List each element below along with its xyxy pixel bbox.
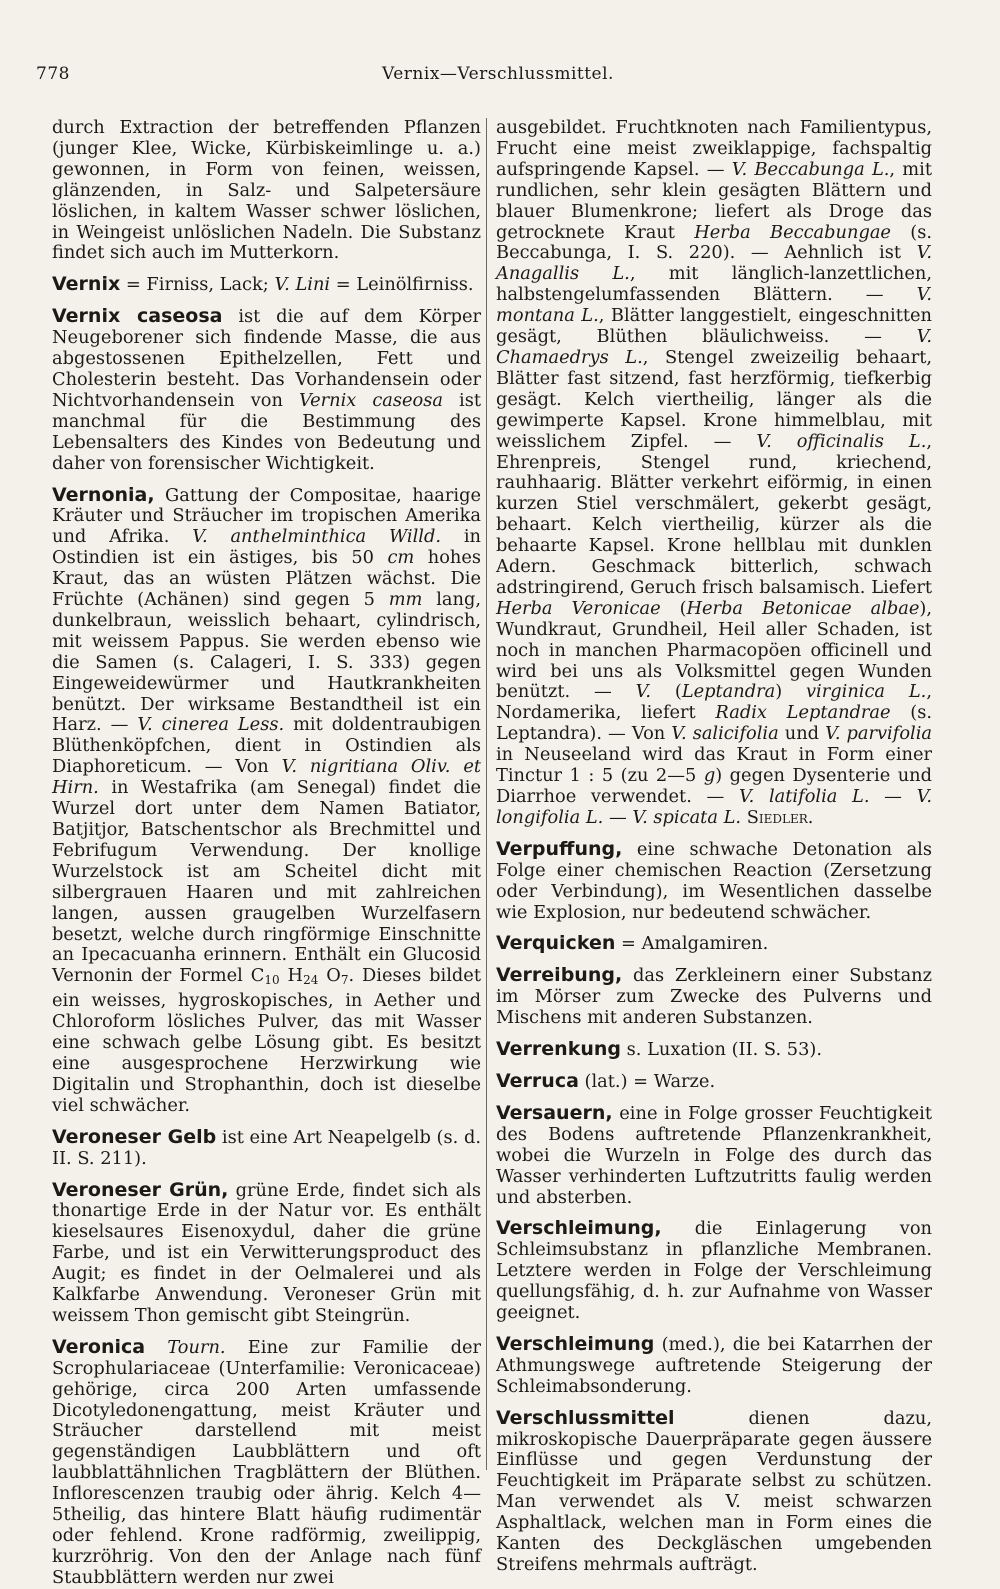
italic-text: Herba Betonicae albae bbox=[686, 597, 920, 619]
entry-headword: Veronica bbox=[52, 1335, 146, 1358]
italic-text: V. officinalis L. bbox=[756, 430, 927, 452]
entry-text: O bbox=[318, 965, 341, 987]
entry-text: ( bbox=[651, 681, 682, 703]
entry-text: (lat.) = Warze. bbox=[578, 1070, 716, 1092]
entry-headword: Verquicken bbox=[496, 932, 616, 955]
entry-text: . Dieses bildet ein weisses, hygroskopisches, in Aether und Chloroform lösliches Pulver, das mit Wasser eine schwach gelbe Lösung gibt. Es besitzt eine ausgesprochene Herzwirkung wie Digitalin und Strophanthin, doch ist dieselbe viel schwächer. bbox=[52, 965, 481, 1116]
subscript: 7 bbox=[340, 973, 349, 988]
entry-text: durch Extraction der betreffenden Pflanzen (junger Klee, Wicke, Kürbiskeimlinge u. a.) gewonnen, in Form von feinen, weissen, glänzenden, in Salz- und Salpetersäure löslichen, in kaltem Wasser schwer löslichen, in Weingeist unlöslichen Nadeln. Die Substanz findet sich auch im Mutterkorn. bbox=[52, 117, 481, 264]
entry-text: (s. Leptandra). — Von bbox=[496, 702, 932, 745]
entry-text: , Stengel zweizeilig behaart, Blätter fast sitzend, fast herzförmig, tiefkerbig gesägt. Kelch viertheilig, länger als die gewimperte Kapsel. Krone himmelblau, mit weisslichem Zipfel. — bbox=[496, 346, 932, 452]
entry-headword: Verschleimung, bbox=[496, 1217, 662, 1240]
page-number: 778 bbox=[36, 64, 70, 84]
entry-text: — bbox=[603, 806, 633, 828]
italic-text: Leptandra bbox=[681, 681, 776, 703]
italic-text: V. montana L. bbox=[496, 284, 932, 327]
dictionary-entry bbox=[496, 933, 932, 955]
dictionary-entry bbox=[496, 1408, 932, 1576]
entry-headword: Vernonia, bbox=[52, 483, 155, 506]
entry-text: grüne Erde, findet sich als thonartige Erde in der Natur vor. Es enthält kieselsaures Eisenoxydul, daher die grüne Farbe, und ist ein Verwitterungsproduct des Augit; es findet in der Oelmalerei und als Kalkfarbe Anwendung. Veroneser Grün mit weissem Thon gemischt gibt Steingrün. bbox=[52, 1179, 481, 1326]
entry-text: = Amalgamiren. bbox=[615, 933, 769, 955]
entry-text: dienen dazu, mikroskopische Dauerpräparate gegen äussere Einflüsse und gegen Verdunstung der Feuchtigkeit im Präparate selbst zu schützen. Man verwendet als V. meist schwarzen Asphaltlack, welchen man in Form eines die Kanten des Deckgläschen umgebenden Streifens mehrmals aufträgt. bbox=[496, 1407, 932, 1575]
dictionary-entry bbox=[52, 1337, 481, 1589]
dictionary-entry bbox=[496, 965, 932, 1029]
entry-text: — bbox=[869, 786, 917, 807]
entry-text: lang, dunkelbraun, weisslich behaart, cylindrisch, mit weissem Pappus. Sie werden ebenso wie die Samen (s. Calageri, I. S. 333) gegen Eingeweidewürmer und Hautkrankheiten benützt. Der wirksame Bestandtheil ist ein Harz. — bbox=[52, 589, 481, 736]
entry-text: ) gegen Dysenterie und Diarrhoe verwendet. — bbox=[496, 765, 932, 807]
entry-text: = Firniss, Lack; bbox=[120, 274, 275, 296]
entry-text: mit doldentraubigen Blüthenköpfchen, dient in Ostindien als Diaphoreticum. — Von bbox=[52, 714, 481, 778]
entry-text: , Nordamerika, liefert bbox=[496, 681, 932, 724]
dictionary-entry bbox=[496, 118, 932, 829]
entry-headword: Verschlussmittel bbox=[496, 1406, 675, 1429]
entry-text: H bbox=[279, 965, 304, 987]
dictionary-entry bbox=[52, 118, 481, 264]
entry-text: ausgebildet. Fruchtknoten nach Familientypus, Frucht eine meist zweiklappige, fachspaltig aufspringende Kapsel. — bbox=[496, 117, 932, 180]
italic-text: Herba Beccabungae bbox=[694, 221, 891, 243]
entry-headword: Verpuffung, bbox=[496, 837, 623, 860]
entry-text: die Einlagerung von Schleimsubstanz in pflanzliche Membranen. Letztere werden in Folge der Verschleimung quellungsfähig, d. h. zur Aufnahme von Wasser geeignet. bbox=[496, 1218, 932, 1324]
entry-headword: Verschleimung bbox=[496, 1332, 655, 1355]
entry-headword: Veroneser Grün, bbox=[52, 1178, 229, 1201]
entry-text: = Leinölfirniss. bbox=[330, 274, 474, 296]
italic-text: Herba Veronicae bbox=[496, 597, 661, 619]
entry-text: ist eine Art Neapelgelb (s. d. II. S. 211). bbox=[52, 1126, 481, 1169]
entry-text: ist manchmal für die Bestimmung des Lebensalters des Kindes von Bedeutung und daher von forensischer Wichtigkeit. bbox=[52, 389, 481, 474]
entry-headword: Versauern, bbox=[496, 1101, 613, 1124]
italic-text: cm bbox=[387, 547, 415, 569]
italic-text: Tourn. bbox=[167, 1336, 226, 1358]
entry-headword: Verrenkung bbox=[496, 1038, 621, 1061]
italic-text: virginica L. bbox=[806, 681, 927, 703]
subscript: 24 bbox=[303, 973, 319, 988]
dictionary-entry bbox=[496, 1071, 932, 1093]
entry-text: ) bbox=[775, 681, 807, 703]
italic-text: V. Anagallis L. bbox=[496, 242, 932, 285]
entry-text: eine schwache Detonation als Folge einer chemischen Reaction (Zersetzung oder Verbindung), im Wesentlichen dasselbe wie Explosion, nur bedeutend schwächer. bbox=[496, 838, 932, 923]
italic-text: V. spicata L. bbox=[632, 806, 742, 828]
entry-text: (med.), die bei Katarrhen der Athmungswege auftretende Steigerung der Schleimabsonderung. bbox=[496, 1333, 932, 1397]
dictionary-entry bbox=[52, 485, 481, 1117]
entry-text: ), Wundkraut, Grundheil, Heil aller Schaden, ist noch in manchen Pharmacopöen officinell und wird bei uns als Volksmittel gegen Wunden benützt. — bbox=[496, 597, 932, 703]
italic-text: mm bbox=[388, 589, 423, 611]
italic-text: V. Lini bbox=[274, 274, 331, 296]
dictionary-entry bbox=[52, 1180, 481, 1327]
entry-text: und bbox=[778, 723, 826, 745]
italic-text: V. salicifolia bbox=[671, 723, 779, 745]
entry-headword: Verruca bbox=[496, 1069, 579, 1092]
dictionary-entry bbox=[496, 1103, 932, 1209]
entry-text: hohes Kraut, das an wüsten Plätzen wächst. Die Früchte (Achänen) sind gegen 5 bbox=[52, 547, 481, 611]
entry-text: in Neuseeland wird das Kraut in Form einer Tinctur 1 : 5 (zu 2—5 bbox=[496, 744, 932, 787]
entry-text: in Ostindien ist ein ästiges, bis 50 bbox=[52, 526, 481, 569]
entry-text: Gattung der Compositae, haarige Kräuter und Sträucher im tropischen Amerika und Afrika. bbox=[52, 484, 481, 548]
entry-text: das Zerkleinern einer Substanz im Mörser zum Zwecke des Pulverns und Mischens mit anderen Substanzen. bbox=[496, 965, 932, 1029]
dictionary-entry bbox=[496, 1218, 932, 1324]
left-column bbox=[52, 117, 481, 1588]
italic-text: V. parvifolia bbox=[825, 723, 932, 745]
entry-text: Eine zur Familie der Scrophulariaceae (Unterfamilie: Veronicaceae) gehörige, circa 200 Arten umfassende Dicotyledonengattung, meist Kräuter und Sträucher darstellend mit meist gegenständigen Laubblättern und oft laubblattähnlichen Tragblättern der Blüthen. Inflorescenzen traubig oder ährig. Kelch 4—5theilig, das hintere Blatt häufig rudimentär oder fehlend. Krone radförmig, zweilippig, kurzröhrig. Von den der Anlage nach fünf Staubblättern werden nur zwei bbox=[52, 1336, 481, 1588]
entry-text: , mit rundlichen, sehr klein gesägten Blättern und blauer Blumenkrone; liefert als Droge das getrocknete Kraut bbox=[496, 158, 932, 243]
column-divider bbox=[486, 118, 487, 1470]
italic-text: V. longifolia L. bbox=[496, 786, 932, 828]
entry-text: ( bbox=[660, 597, 687, 619]
italic-text: V. nigritiana Oliv. et Hirn. bbox=[52, 756, 481, 799]
dictionary-entry bbox=[496, 1334, 932, 1398]
entry-text bbox=[145, 1337, 167, 1358]
entry-text: eine in Folge grosser Feuchtigkeit des Bodens auftretende Pflanzenkrankheit, wobei die Wurzeln in Folge des durch das Wasser verhinderten Luftzutritts faulig werden und absterben. bbox=[496, 1102, 932, 1208]
subscript: 10 bbox=[264, 973, 280, 988]
dictionary-entry bbox=[52, 1127, 481, 1170]
entry-text: , Blätter langgestielt, eingeschnitten gesägt, Blüthen bläulichweiss. — bbox=[496, 305, 932, 348]
italic-text: V. Chamaedrys L. bbox=[496, 326, 932, 368]
author-signature: Siedler. bbox=[746, 806, 814, 828]
dictionary-entry bbox=[52, 274, 481, 296]
italic-text: V. Beccabunga L. bbox=[731, 158, 890, 180]
italic-text: V. bbox=[635, 681, 652, 703]
italic-text: Vernix caseosa bbox=[298, 389, 443, 411]
entry-text: in Westafrika (am Senegal) findet die Wurzel dort unter dem Namen Batiator, Batjitjor, Batschentschor als Brechmittel und Febrifugum Verwendung. Der knollige Wurzelstock ist am Scheitel dicht mit silbergrauen Haaren und mit zahlreichen langen, aussen graugelben Wurzelfasern besetzt, welche durch ringförmige Einschnitte an Ipecacuanha erinnern. Enthält ein Glucosid Vernonin der Formel C bbox=[52, 777, 481, 987]
entry-text: (s. Beccabunga, I. S. 220). — Aehnlich ist bbox=[496, 221, 932, 264]
entry-text: s. Luxation (II. S. 53). bbox=[621, 1039, 822, 1061]
right-column bbox=[496, 117, 933, 1575]
italic-text: V. anthelminthica Willd. bbox=[192, 526, 442, 548]
entry-text: ist die auf dem Körper Neugeborener sich findende Masse, die aus abgestossenen Epithelzellen, Fett und Cholesterin besteht. Das Vorhandensein oder Nichtvorhandensein von bbox=[52, 306, 481, 411]
italic-text: Radix Leptandrae bbox=[715, 702, 891, 724]
entry-headword: Veroneser Gelb bbox=[52, 1125, 217, 1148]
dictionary-entry bbox=[496, 1039, 932, 1061]
dictionary-entry bbox=[52, 306, 481, 474]
entry-text: , mit länglich-lanzettlichen, halbstengelumfassenden Blättern. — bbox=[496, 263, 932, 306]
italic-text: V. latifolia L. bbox=[738, 786, 870, 807]
running-title: Vernix—Verschlussmittel. bbox=[382, 64, 614, 84]
dictionary-entry bbox=[496, 839, 932, 924]
entry-headword: Vernix caseosa bbox=[52, 305, 223, 328]
entry-text: , Ehrenpreis, Stengel rund, kriechend, rauhhaarig. Blätter verkehrt eiförmig, in einen kurzen Stiel verschmälert, gekerbt gesägt, behaart. Kelch viertheilig, kürzer als die behaarte Kapsel. Krone hellblau mit dunklen Adern. Geschmack bitterlich, schwach adstringirend, Geruch frisch balsamisch. Liefert bbox=[496, 430, 933, 598]
italic-text: g bbox=[703, 765, 716, 787]
italic-text: V. cinerea Less. bbox=[137, 714, 285, 736]
entry-headword: Verreibung, bbox=[496, 964, 623, 987]
entry-headword: Vernix bbox=[52, 273, 121, 296]
